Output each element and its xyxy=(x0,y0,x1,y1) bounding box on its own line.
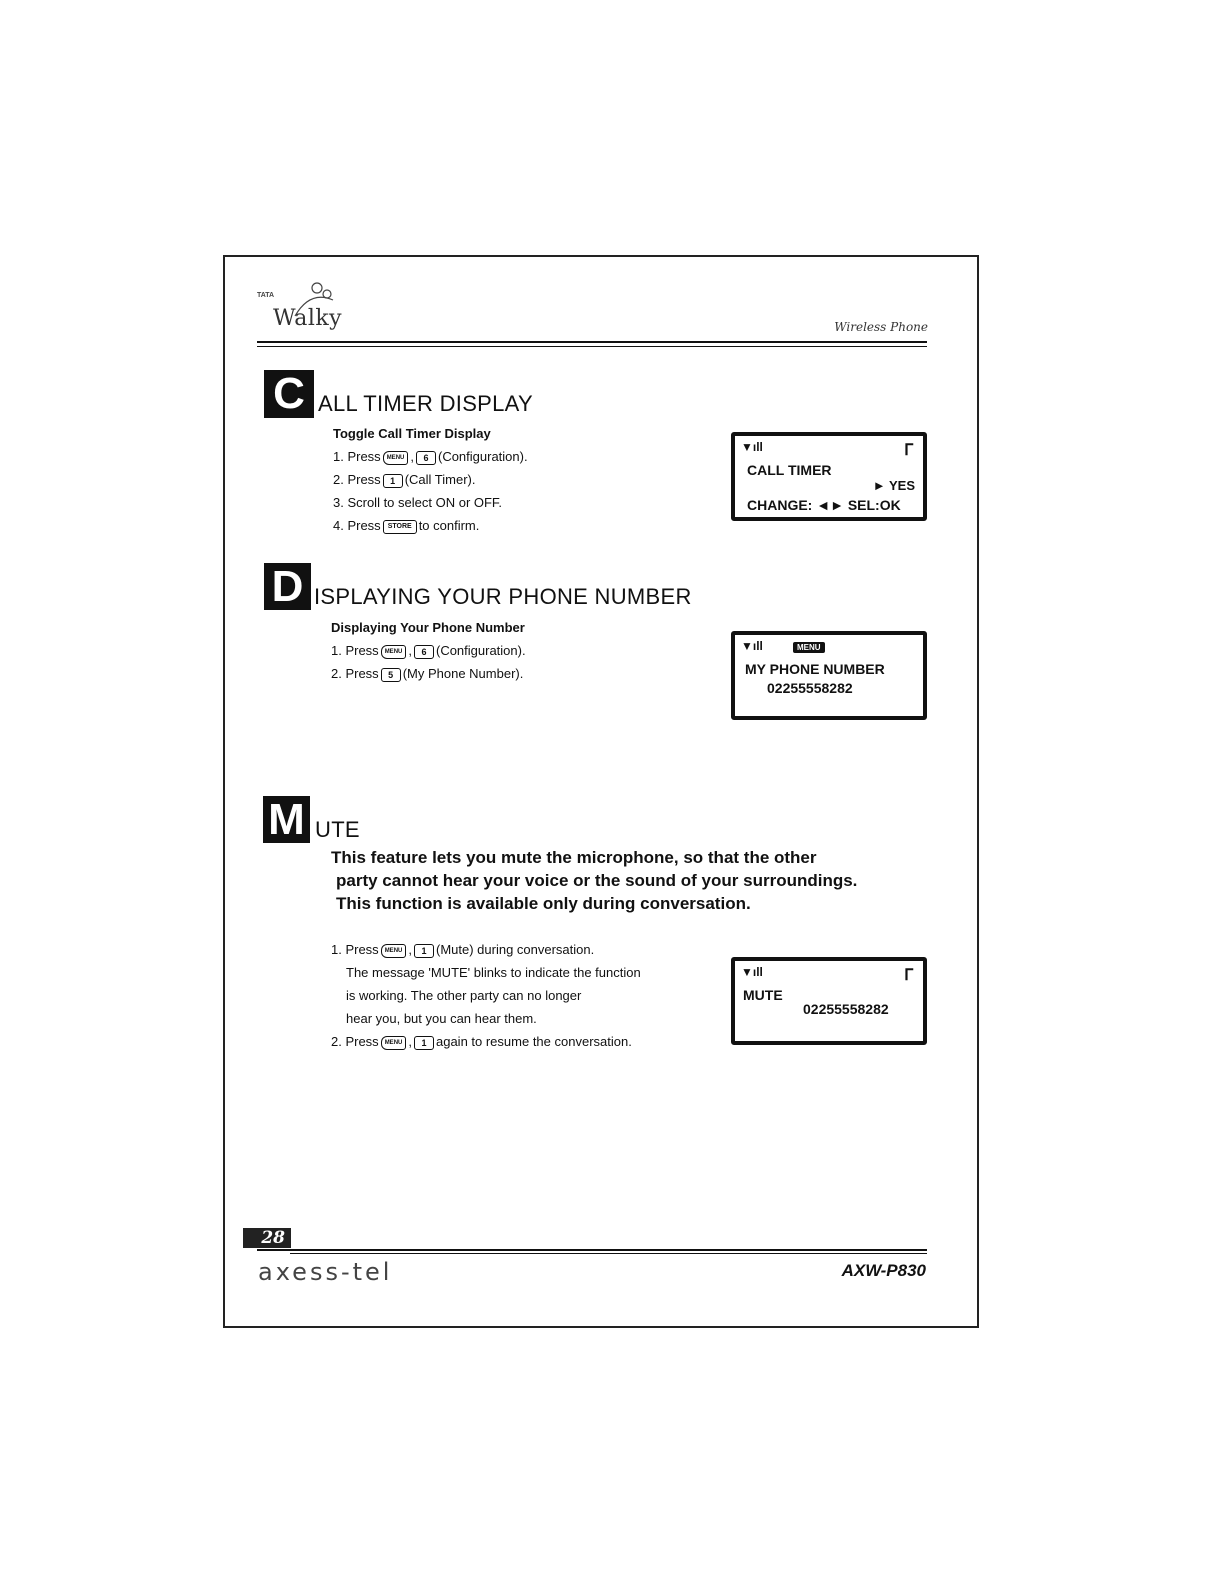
lcd-call-timer-label: CALL TIMER xyxy=(747,462,832,478)
lcd-phone-number-value: 02255558282 xyxy=(767,680,853,696)
subtitle-displaying-phone-number: Displaying Your Phone Number xyxy=(331,620,525,635)
page-number: 28 xyxy=(243,1228,291,1248)
section-letter-d: D xyxy=(264,563,311,610)
lcd-mute-label: MUTE xyxy=(743,987,783,1003)
mute-note-line-1: The message 'MUTE' blinks to indicate the function xyxy=(346,965,641,980)
lcd-mute xyxy=(731,957,927,1045)
key-6-icon: 6 xyxy=(414,645,434,659)
menu-key-icon: MENU xyxy=(383,451,409,465)
subtitle-toggle-call-timer: Toggle Call Timer Display xyxy=(333,426,491,441)
step-4: 4. Press STORE to confirm. xyxy=(333,518,480,533)
lcd-call-timer-value: ► YES xyxy=(872,478,915,493)
mute-note-line-3: hear you, but you can hear them. xyxy=(346,1011,537,1026)
lcd-call-timer xyxy=(731,432,927,521)
logo-brand-text: Walky xyxy=(273,306,343,331)
lcd-call-timer-hint: CHANGE: ◄► SEL:OK xyxy=(747,497,901,513)
footer-rule xyxy=(257,1249,927,1251)
signal-icon: ▼ıll xyxy=(741,965,763,979)
mute-intro-line-3: This function is available only during conversation. xyxy=(336,894,751,913)
step-1: 1. Press MENU , 6 (Configuration). xyxy=(331,643,526,658)
key-1-icon: 1 xyxy=(414,1036,434,1050)
step-2: 2. Press 5 (My Phone Number). xyxy=(331,666,524,681)
menu-key-icon: MENU xyxy=(381,645,407,659)
step-1: 1. Press MENU , 6 (Configuration). xyxy=(333,449,528,464)
lcd-phone-number xyxy=(731,631,927,720)
signal-icon: ▼ıll xyxy=(741,639,763,653)
key-6-icon: 6 xyxy=(416,451,436,465)
signal-icon: ▼ıll xyxy=(741,440,763,454)
logo-tata-text: TATA xyxy=(257,292,275,299)
lcd-phone-number-label: MY PHONE NUMBER xyxy=(745,661,885,677)
step-3: 3. Scroll to select ON or OFF. xyxy=(333,495,503,510)
section-letter-m: M xyxy=(263,796,310,843)
mute-note-line-2: is working. The other party can no longer xyxy=(346,988,582,1003)
store-key-icon: STORE xyxy=(383,520,417,534)
step-2: 2. Press MENU , 1 again to resume the conversation. xyxy=(331,1034,632,1049)
step-2: 2. Press 1 (Call Timer). xyxy=(333,472,476,487)
key-1-icon: 1 xyxy=(383,474,403,488)
header-rule xyxy=(257,341,927,343)
handset-icon: ᒥ xyxy=(904,967,913,984)
footer-brand-logo: axess-tel xyxy=(258,1258,393,1286)
key-1-icon: 1 xyxy=(414,944,434,958)
lcd-menu-badge: MENU xyxy=(793,642,825,653)
mute-intro-line-2: party cannot hear your voice or the sound of your surroundings. xyxy=(336,871,858,890)
key-5-icon: 5 xyxy=(381,668,401,682)
section-title-phone-number: ISPLAYING YOUR PHONE NUMBER xyxy=(314,584,692,609)
header-rule-thin xyxy=(257,346,927,347)
footer-model-number: AXW-P830 xyxy=(841,1261,926,1280)
section-letter-c: C xyxy=(264,370,314,418)
step-1: 1. Press MENU , 1 (Mute) during conversation. xyxy=(331,942,595,957)
walky-logo xyxy=(255,280,365,340)
handset-icon: ᒥ xyxy=(904,442,913,459)
lcd-mute-value: 02255558282 xyxy=(803,1001,889,1017)
menu-key-icon: MENU xyxy=(381,944,407,958)
header-product-name: Wireless Phone xyxy=(834,320,928,334)
mute-intro-line-1: This feature lets you mute the microphone, so that the other xyxy=(331,848,817,867)
section-title-call-timer: ALL TIMER DISPLAY xyxy=(318,391,533,416)
menu-key-icon: MENU xyxy=(381,1036,407,1050)
footer-rule-thin xyxy=(290,1253,927,1254)
section-title-mute: UTE xyxy=(315,817,360,842)
